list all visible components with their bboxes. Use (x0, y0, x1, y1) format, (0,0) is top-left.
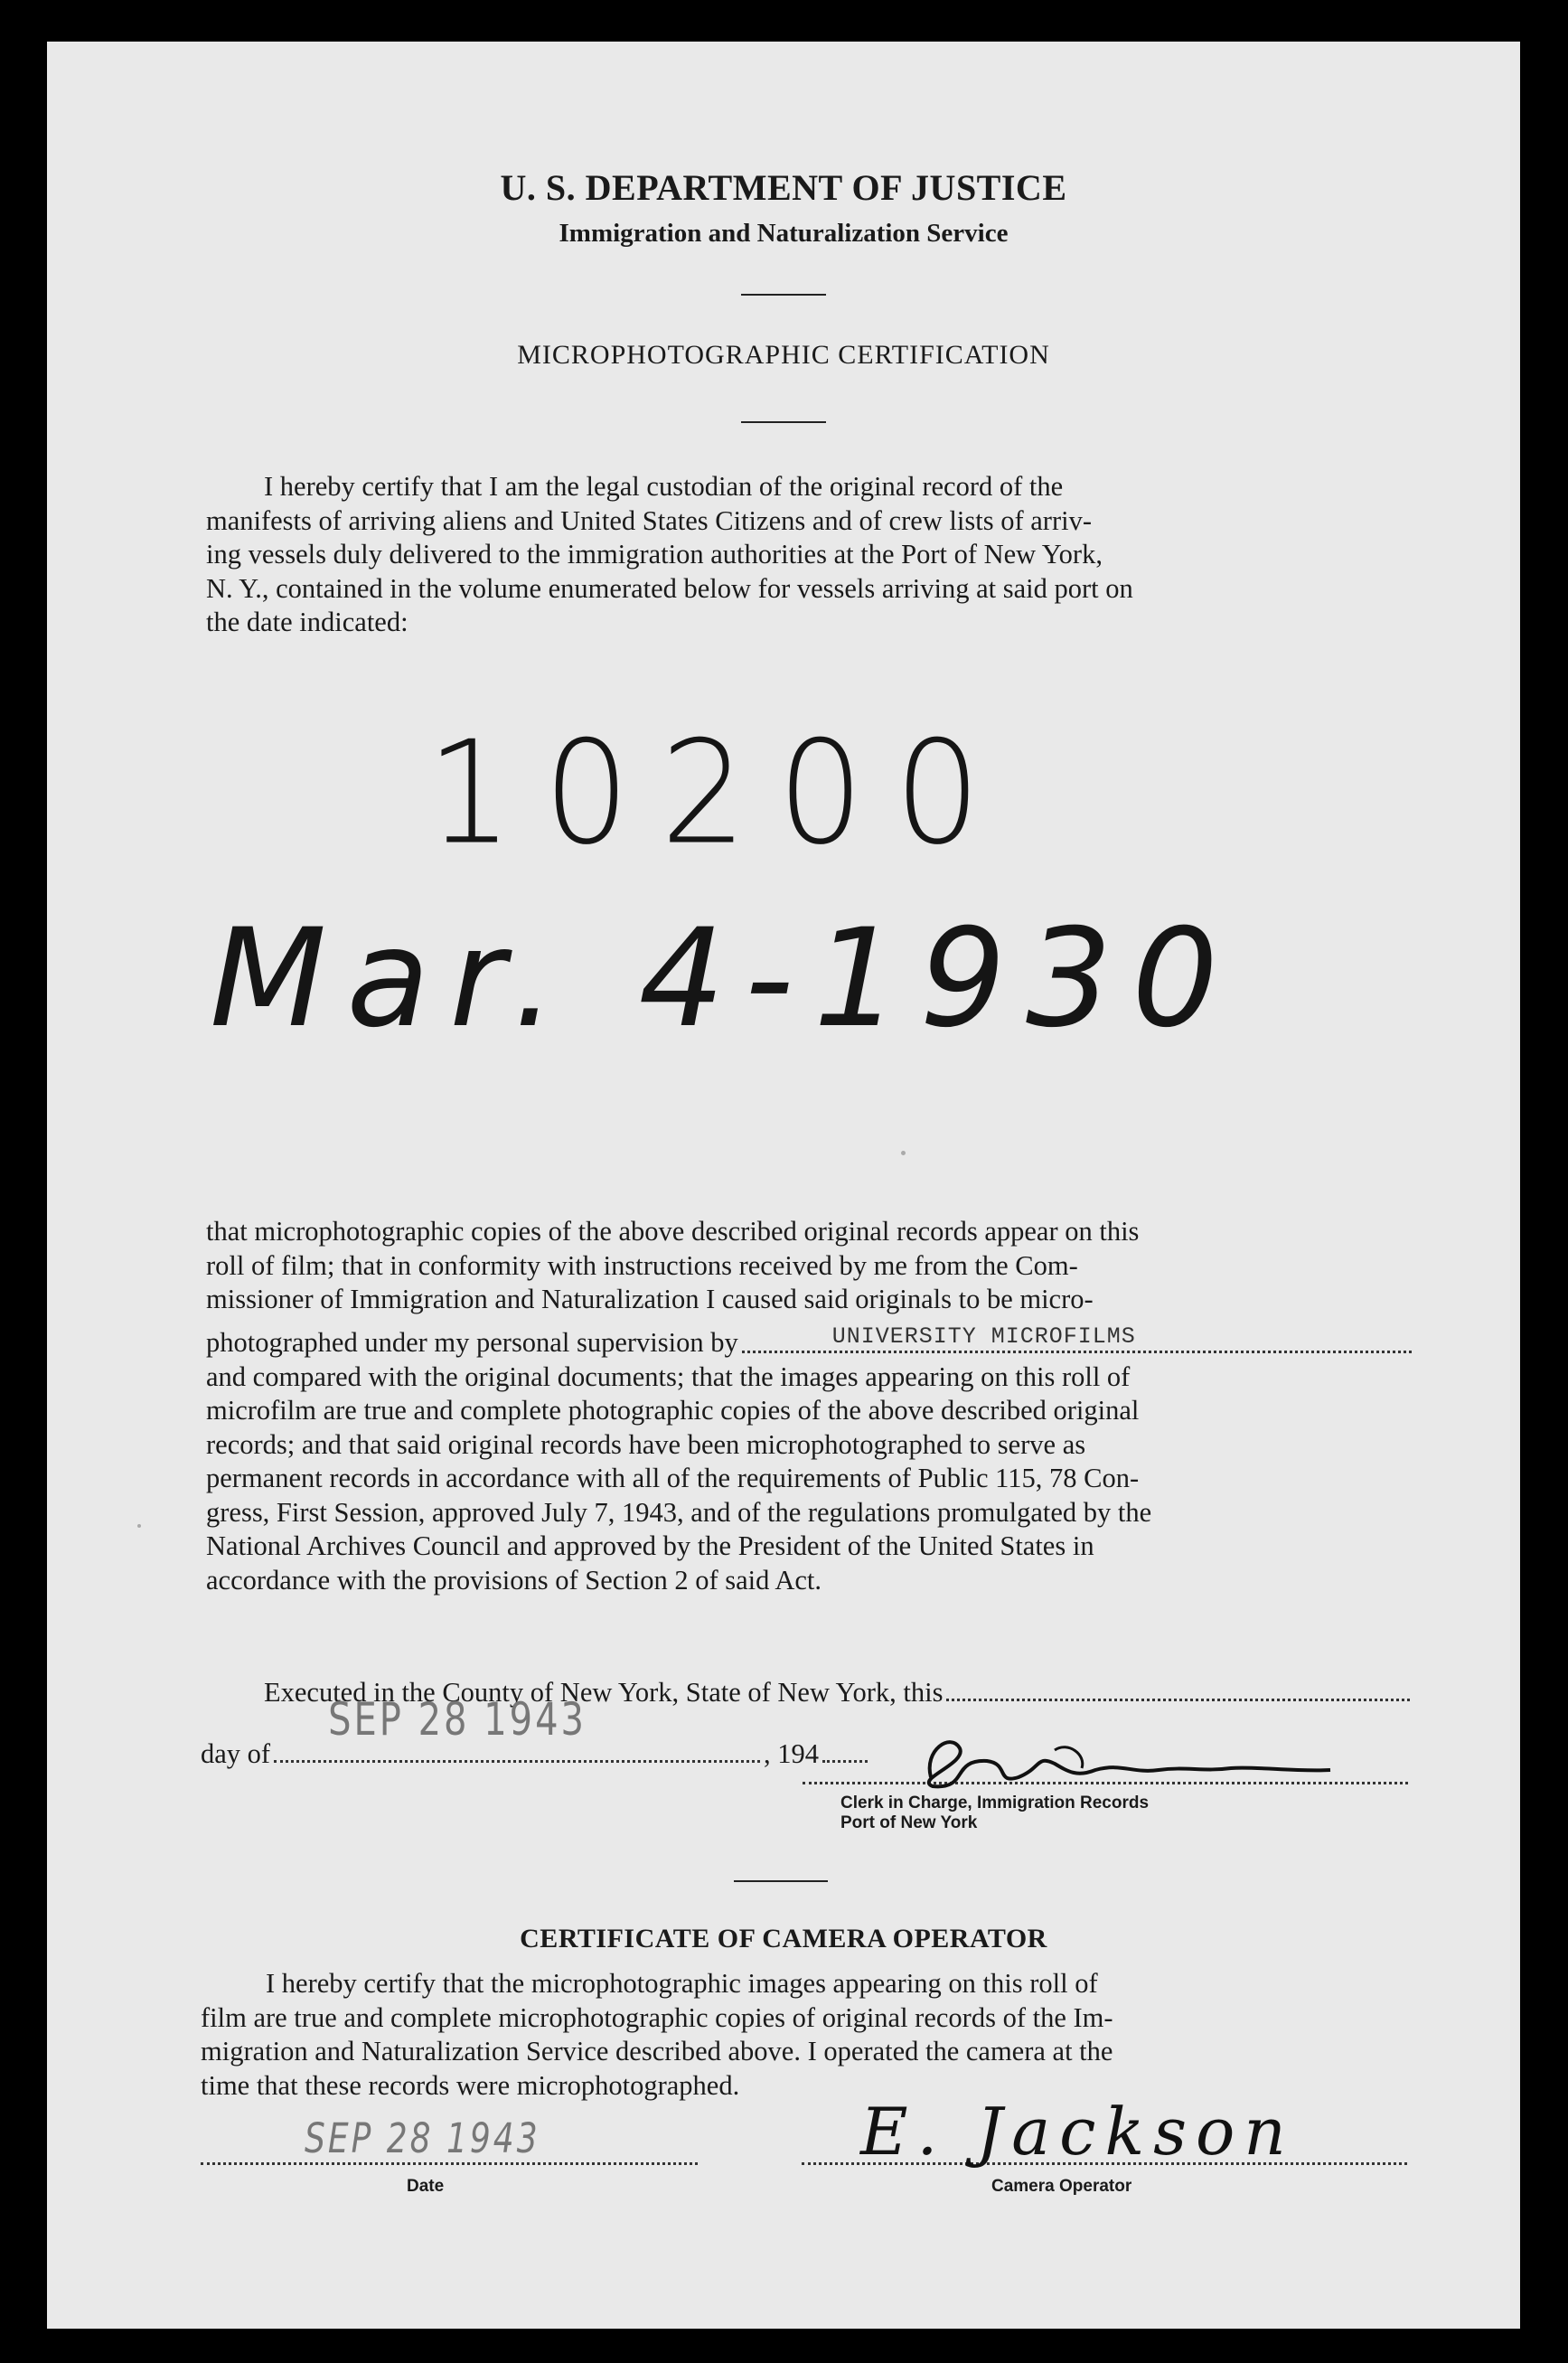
text-line: accordance with the provisions of Section 2 of said Act. (206, 1564, 822, 1596)
text-line: I hereby certify that the microphotographic images appearing on this roll of (266, 1968, 1098, 1999)
text-line: migration and Naturalization Service described above. I operated the camera at the (201, 2036, 1113, 2066)
service-subheading: Immigration and Naturalization Service (559, 219, 1009, 248)
divider-rule (734, 1880, 828, 1882)
clerk-port: Port of New York (840, 1813, 978, 1832)
text-line: I hereby certify that I am the legal custodian of the original record of the (264, 471, 1064, 502)
body-paragraph (206, 1215, 1415, 1597)
intro-paragraph (206, 470, 1415, 640)
text-line: that microphotographic copies of the above described original records appear on this (206, 1216, 1140, 1247)
film-speck (901, 1151, 906, 1155)
clerk-title: Clerk in Charge, Immigration Records (840, 1793, 1150, 1812)
supervision-label: photographed under my personal supervision by (206, 1327, 738, 1358)
text-line: time that these records were microphotographed. (201, 2069, 740, 2101)
text-line: permanent records in accordance with all of the requirements of Public 115, 78 Con- (206, 1463, 1140, 1493)
text-line: missioner of Immigration and Naturalization I caused said originals to be micro- (206, 1284, 1094, 1314)
operator-date-line (201, 2162, 698, 2165)
executed-text: Executed in the County of New York, State of New York, this (264, 1677, 944, 1708)
stamped-date: SEP 28 1943 (328, 1694, 587, 1746)
text-line: film are true and complete microphotographic copies of original records of the Im- (201, 2001, 1113, 2033)
handwritten-volume-number: 10200 (427, 711, 1012, 877)
text-line: records; and that said original records have been microphotographed to serve as (206, 1428, 1086, 1460)
text-line: manifests of arriving aliens and United States Citizens and of crew lists of arriv- (206, 504, 1092, 536)
text-line: N. Y., contained in the volume enumerated below for vessels arriving at said port on (206, 572, 1133, 604)
text-line: ing vessels duly delivered to the immigration authorities at the Port of New York, (206, 539, 1103, 570)
film-speck (137, 1524, 141, 1528)
clerk-signature (860, 1714, 1348, 1795)
operator-certificate-title: CERTIFICATE OF CAMERA OPERATOR (520, 1924, 1047, 1953)
divider-rule (741, 294, 826, 296)
operator-signature: E. Jackson (860, 2094, 1295, 2170)
text-line: the date indicated: (206, 607, 408, 637)
day-of-fill-line (274, 1694, 760, 1763)
operator-date-label: Date (407, 2177, 445, 2196)
agency-heading: U. S. DEPARTMENT OF JUSTICE (500, 167, 1067, 208)
text-line: and compared with the original documents; that the images appearing on this roll of (206, 1360, 1131, 1392)
operator-paragraph (201, 1967, 1410, 2103)
handwritten-arrival-date: Mar. 4-1930 (210, 900, 1238, 1058)
divider-rule (741, 421, 826, 423)
supervision-typed-value: UNIVERSITY MICROFILMS (831, 1323, 1136, 1350)
text-line: National Archives Council and approved by the President of the United States in (206, 1530, 1094, 1561)
certificate-sheet (47, 42, 1520, 2329)
executed-day-fill-line (946, 1699, 1410, 1701)
certification-title: MICROPHOTOGRAPHIC CERTIFICATION (517, 340, 1050, 370)
text-line: roll of film; that in conformity with instructions received by me from the Com- (206, 1249, 1078, 1281)
day-of-line (201, 1694, 871, 1772)
text-line: gress, First Session, approved July 7, 1943, and of the regulations promulgated by the (206, 1496, 1152, 1528)
clerk-title-block (840, 1793, 1149, 1833)
operator-date-stamp: SEP 28 1943 (305, 2115, 540, 2163)
year-prefix: , 194 (764, 1738, 819, 1769)
supervision-fill-line (742, 1323, 1412, 1353)
supervision-line (206, 1317, 1415, 1360)
day-of-label: day of (201, 1738, 271, 1769)
operator-caption: Camera Operator (991, 2177, 1132, 2196)
text-line: microfilm are true and complete photographic copies of the above described original (206, 1395, 1140, 1426)
